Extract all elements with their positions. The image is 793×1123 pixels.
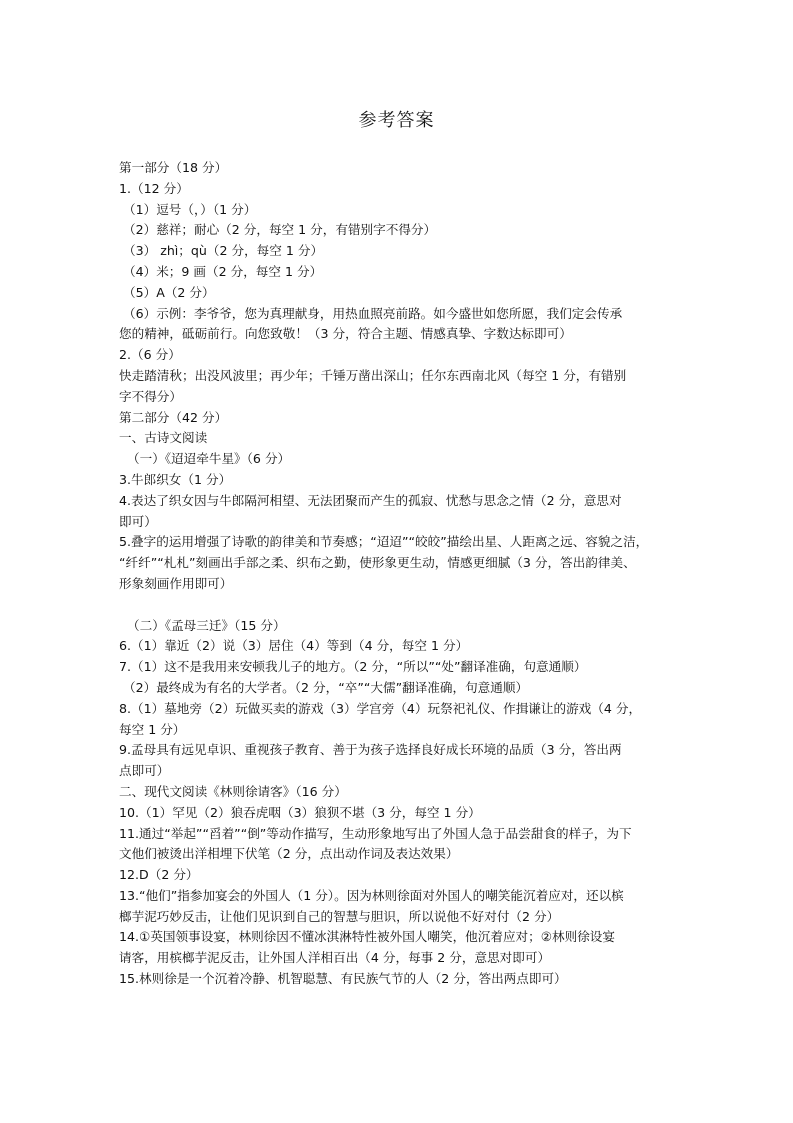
answer-line: “纤纤”“札札”刻画出手部之柔、织布之勤，使形象更生动，情感更细腻（3 分，答出韵律美、 bbox=[119, 555, 636, 571]
answer-line: （6）示例：李爷爷，您为真理献身，用热血照亮前路。如今盛世如您所愿，我们定会传承 bbox=[123, 305, 623, 321]
answer-line: 快走踏清秋；出没风波里；再少年；千锤万凿出深山；任尔东西南北风（每空 1 分，有错别 bbox=[119, 367, 627, 383]
answer-line: 每空 1 分） bbox=[119, 721, 186, 737]
answer-line: 12.D（2 分） bbox=[119, 867, 199, 883]
subsection-heading: 一、古诗文阅读 bbox=[119, 430, 208, 446]
section-heading: 第二部分（42 分） bbox=[119, 409, 228, 425]
passage-heading: （一）《迢迢牵牛星》（6 分） bbox=[127, 451, 291, 467]
answer-line: 8.（1）墓地旁（2）玩做买卖的游戏（3）学宫旁（4）玩祭祀礼仪、作揖谦让的游戏（4 分， bbox=[119, 700, 642, 716]
answer-line: （2）最终成为有名的大学者。（2 分，“卒”“大儒”翻译准确，句意通顺） bbox=[123, 679, 529, 695]
answer-line: 11.通过“举起”“舀着”“倒”等动作描写，生动形象地写出了外国人急于品尝甜食的样子，为下 bbox=[119, 825, 632, 841]
blank-line bbox=[119, 595, 679, 616]
answer-line: 字不得分） bbox=[119, 388, 182, 404]
subsection-heading: 二、现代文阅读《林则徐请客》（16 分） bbox=[119, 783, 347, 799]
page-title: 参考答案 bbox=[358, 110, 435, 131]
answer-line: 您的精神，砥砺前行。向您致敬！（3 分，符合主题、情感真挚、字数达标即可） bbox=[119, 326, 572, 342]
answer-line: （1）逗号（，）（1 分） bbox=[123, 201, 257, 217]
answer-line: 14.①英国领事设宴，林则徐因不懂冰淇淋特性被外国人嘲笑，他沉着应对；②林则徐设宴 bbox=[119, 929, 615, 945]
section-heading: 第一部分（18 分） bbox=[119, 160, 228, 175]
question-heading: 1.（12 分） bbox=[119, 180, 189, 196]
answer-line: 3.牛郎织女（1 分） bbox=[119, 471, 232, 487]
answer-line: 点即可） bbox=[119, 763, 170, 779]
answer-line: 请客，用槟榔芋泥反击，让外国人洋相百出（4 分，每事 2 分，意思对即可） bbox=[119, 950, 551, 966]
answer-line: 5.叠字的运用增强了诗歌的韵律美和节奏感；“迢迢”“皎皎”描绘出星、人距离之远、容貌之洁， bbox=[119, 534, 649, 550]
answer-body bbox=[119, 158, 679, 990]
answer-line: 文他们被烫出洋相埋下伏笔（2 分，点出动作词及表达效果） bbox=[119, 846, 459, 862]
answer-line: （2）慈祥；耐心（2 分，每空 1 分，有错别字不得分） bbox=[123, 222, 437, 238]
answer-line: （4）米；9 画（2 分，每空 1 分） bbox=[123, 263, 323, 279]
answer-line: 6.（1）靠近（2）说（3）居住（4）等到（4 分，每空 1 分） bbox=[119, 638, 469, 654]
answer-line: （5）A（2 分） bbox=[123, 284, 215, 300]
answer-line: 15.林则徐是一个沉着冷静、机智聪慧、有民族气节的人（2 分，答出两点即可） bbox=[119, 971, 567, 987]
answer-line: 10.（1）罕见（2）狼吞虎咽（3）狼狈不堪（3 分，每空 1 分） bbox=[119, 804, 481, 820]
answer-line: 9.孟母具有远见卓识、重视孩子教育、善于为孩子选择良好成长环境的品质（3 分，答出两 bbox=[119, 742, 622, 758]
question-heading: 2.（6 分） bbox=[119, 347, 181, 363]
answer-line: （3） zhì；qù（2 分，每空 1 分） bbox=[123, 243, 324, 259]
answer-line: 即可） bbox=[119, 513, 157, 529]
passage-heading: （二）《孟母三迁》（15 分） bbox=[127, 617, 286, 633]
answer-line: 榔芋泥巧妙反击，让他们见识到自己的智慧与胆识，所以说他不好对付（2 分） bbox=[119, 908, 560, 924]
answer-line: 7.（1）这不是我用来安顿我儿子的地方。（2 分，“所以”“处”翻译准确，句意通顺） bbox=[119, 659, 587, 675]
answer-line: 4.表达了织女因与牛郎隔河相望、无法团聚而产生的孤寂、忧愁与思念之情（2 分，意思对 bbox=[119, 492, 622, 508]
answer-line: 形象刻画作用即可） bbox=[119, 575, 233, 591]
answer-line: 13.“他们”指参加宴会的外国人（1 分）。因为林则徐面对外国人的嘲笑能沉着应对，还以槟 bbox=[119, 887, 624, 903]
